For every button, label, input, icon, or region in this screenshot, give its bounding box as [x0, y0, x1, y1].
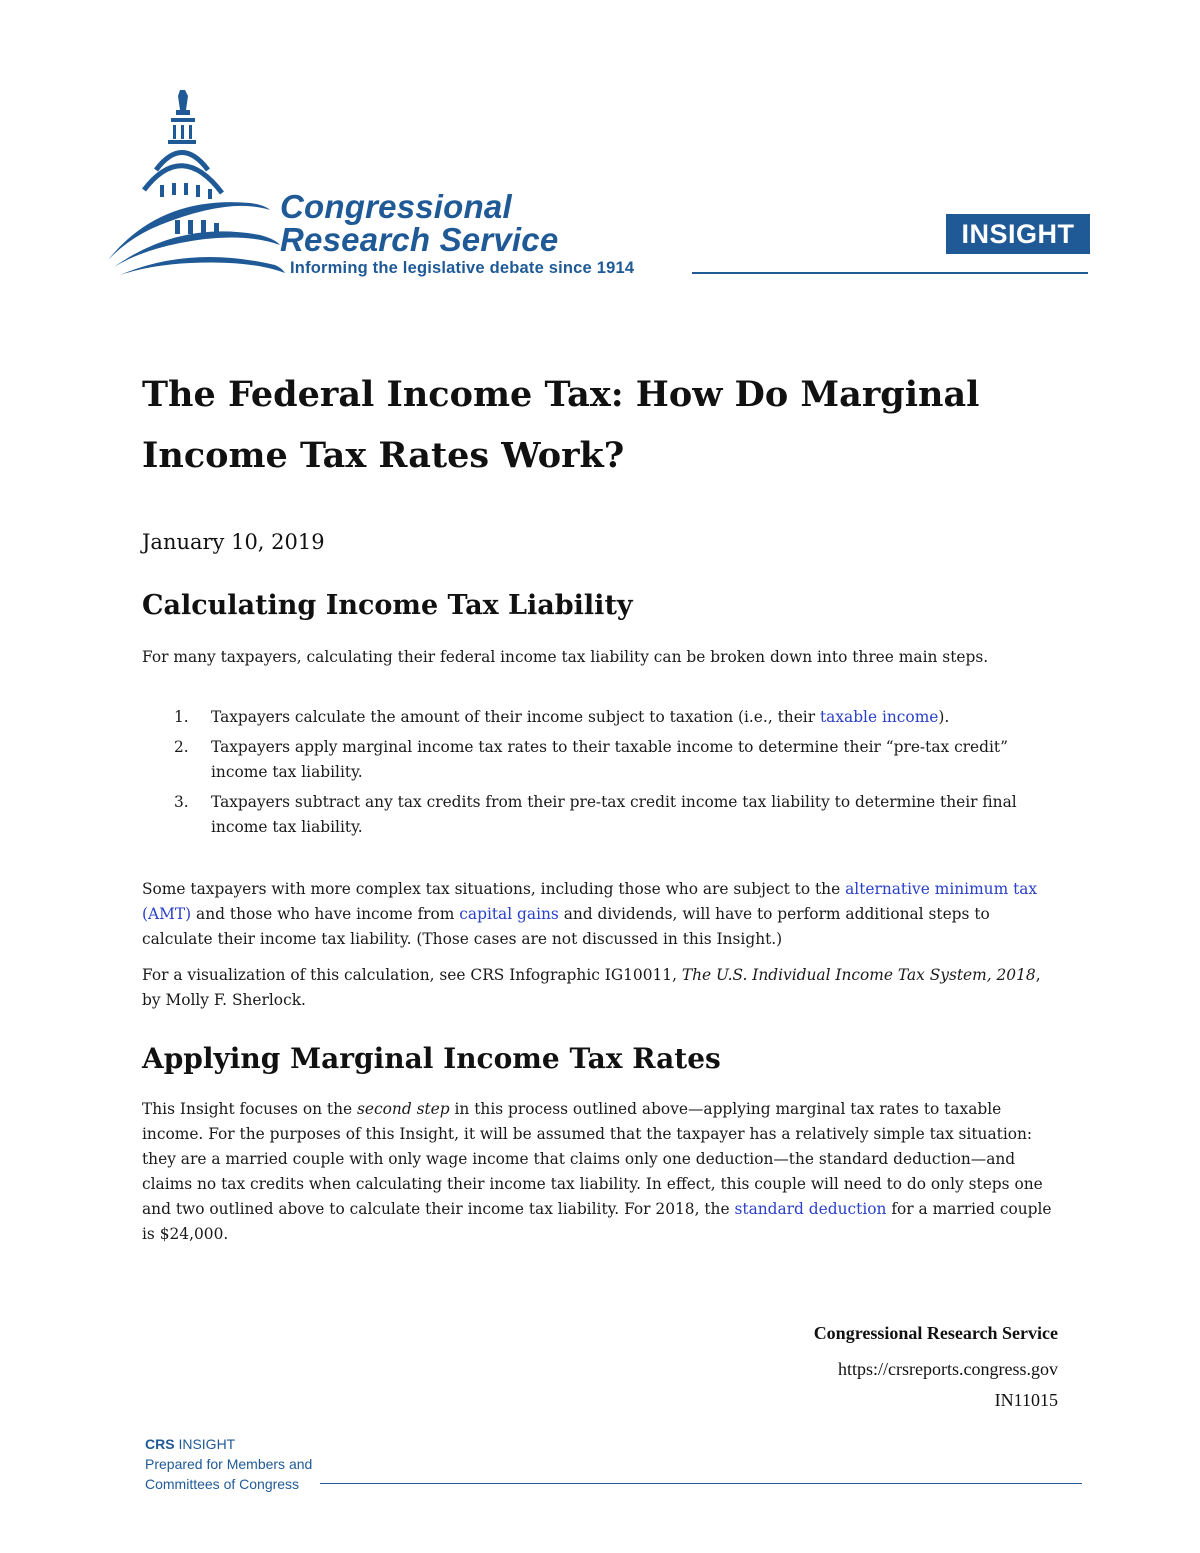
- list-number: 1.: [174, 708, 189, 726]
- page-title: [142, 364, 1082, 486]
- footer-org: Congressional Research Service: [813, 1323, 1058, 1343]
- section2-para: [142, 1097, 1062, 1247]
- amt-link[interactable]: alternative minimum tax (AMT): [142, 880, 1038, 923]
- step3-text: Taxpayers subtract any tax credits from their pre-tax credit income tax liability to determine their final income tax liability.: [211, 793, 1017, 836]
- list-item: [142, 735, 1062, 785]
- para3-text-a: For a visualization of this calculation, see CRS Infographic IG10011,: [142, 966, 682, 984]
- section1-para3: [142, 963, 1062, 1013]
- title-line-1: The Federal Income Tax: How Do Marginal: [142, 374, 980, 415]
- s2-text-a: This Insight focuses on the: [142, 1100, 358, 1118]
- footer-crs-insight: [145, 1434, 312, 1494]
- para2-text-a: Some taxpayers with more complex tax situations, including those who are subject to the: [142, 880, 846, 898]
- step2-text: Taxpayers apply marginal income tax rates to their taxable income to determine their “pre-tax credit” income tax liability.: [211, 738, 1008, 781]
- section1-para2: [142, 877, 1062, 952]
- s2-italic: second step: [357, 1100, 450, 1118]
- section1-intro: For many taxpayers, calculating their federal income tax liability can be broken down into three main steps.: [142, 648, 989, 666]
- standard-deduction-link[interactable]: standard deduction: [734, 1200, 887, 1218]
- footer-insight: INSIGHT: [174, 1436, 236, 1452]
- footer-prepared-line1: Prepared for Members and: [145, 1456, 313, 1472]
- step1-text: Taxpayers calculate the amount of their income subject to taxation (i.e., their: [211, 708, 820, 726]
- footer-divider: [320, 1483, 1082, 1484]
- logo-tagline: Informing the legislative debate since 1914: [290, 259, 635, 277]
- taxable-income-link[interactable]: taxable income: [819, 708, 939, 726]
- capital-gains-link[interactable]: capital gains: [459, 905, 559, 923]
- header-divider: [692, 272, 1088, 274]
- list-number: 3.: [174, 793, 189, 811]
- section-heading-applying: Applying Marginal Income Tax Rates: [142, 1042, 721, 1075]
- publication-date: January 10, 2019: [142, 530, 325, 554]
- footer-url[interactable]: https://crsreports.congress.gov: [838, 1359, 1058, 1379]
- step1-text-end: ).: [938, 708, 950, 726]
- logo-wordmark-line1: Congressional: [280, 188, 512, 225]
- report-code: IN11015: [994, 1390, 1058, 1410]
- s2-text-c: for a married couple is $24,000.: [142, 1200, 1052, 1243]
- logo-wordmark-line2: Research Service: [280, 221, 559, 258]
- title-line-2: Income Tax Rates Work?: [142, 435, 625, 476]
- infographic-title: The U.S. Individual Income Tax System, 2018: [681, 966, 1036, 984]
- footer-contact: [814, 1320, 1058, 1413]
- list-item: [142, 705, 1062, 730]
- insight-badge: INSIGHT: [946, 214, 1090, 254]
- list-item: [142, 790, 1062, 840]
- footer-prepared-line2: Committees of Congress: [145, 1476, 300, 1492]
- section-heading-calculating: Calculating Income Tax Liability: [142, 590, 633, 621]
- steps-list: [142, 705, 1062, 845]
- footer-crs: CRS: [145, 1436, 175, 1452]
- list-number: 2.: [174, 738, 189, 756]
- para3-text-b: , by Molly F. Sherlock.: [142, 966, 1041, 1009]
- capitol-dome-logo: [100, 85, 290, 285]
- para2-text-c: and dividends, will have to perform additional steps to calculate their income tax liability. (Those cases are not discussed in this Insight.): [142, 905, 990, 948]
- s2-text-b: in this process outlined above—applying marginal tax rates to taxable income. For the purposes of this Insight, it will be assumed that the taxpayer has a relatively simple tax situation: they are a married couple with only wage income that claims only one deduction—the standard deduction—and claims no tax credits when calculating their income tax liability. In effect, this couple will need to do only steps one and two outlined above to calculate their income tax liability. For 2018, the: [142, 1100, 1043, 1218]
- para2-text-b: and those who have income from: [191, 905, 460, 923]
